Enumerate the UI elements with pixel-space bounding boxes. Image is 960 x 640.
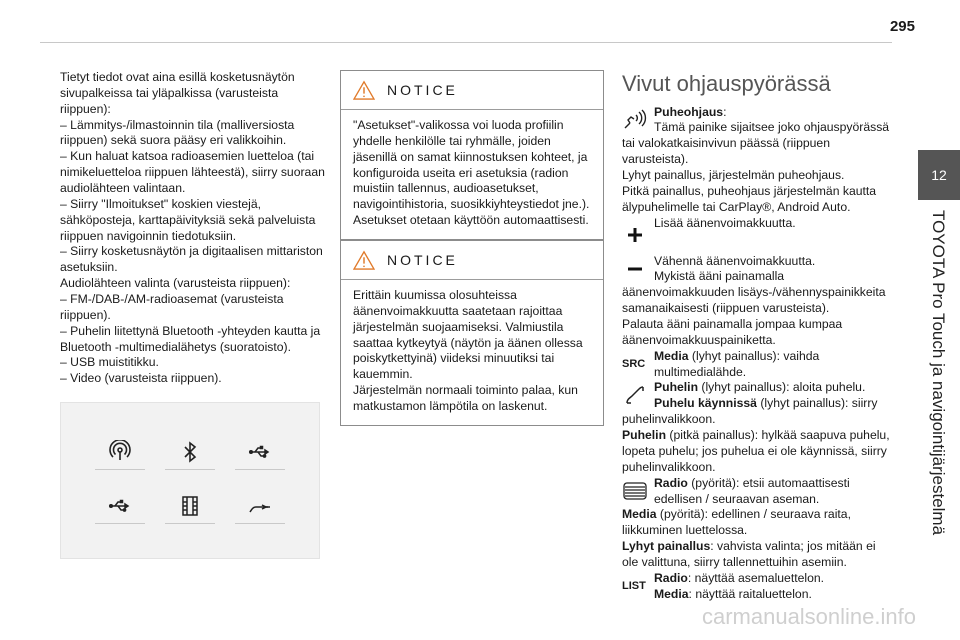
paragraph: – Siirry "Ilmoitukset" koskien viestejä, sähköposteja, karttapäivityksiä sekä palveluista riippuen navigoinnin tiedotuksiin.	[60, 196, 316, 243]
paragraph: Tietyt tiedot ovat aina esillä kosketusnäytön sivupalkeissa tai yläpalkissa (varusteista riippuen):	[60, 70, 295, 116]
item-text: Pitkä painallus, puheohjaus järjestelmän kautta älypuhelimelle tai CarPlay®, Android Auto.	[622, 183, 877, 214]
right-column	[622, 70, 890, 603]
paragraph: – Video (varusteista riippuen).	[60, 371, 222, 386]
notice-title: NOTICE	[387, 251, 458, 268]
item-text: : näyttää raitaluettelon.	[688, 586, 812, 601]
phone-icon	[622, 380, 654, 410]
item-text: : näyttää asemaluettelon.	[687, 570, 825, 585]
video-icon	[165, 489, 215, 524]
item-text: (pyöritä): edellinen / seuraava raita, liikkuminen luettelossa.	[622, 507, 851, 538]
item-text: Tämä painike sijaitsee joko ohjauspyörässä tai valokatkaisinvivun päässä (riippuen varusteista).	[622, 120, 890, 167]
item-label: Puhelu käynnissä	[654, 396, 757, 411]
section-heading: Vivut ohjauspyörässä	[622, 71, 831, 96]
list-item	[622, 254, 890, 349]
item-text: Lisää äänenvoimakkuutta.	[654, 215, 796, 230]
list-icon: LIST	[622, 579, 646, 592]
paragraph: Audiolähteen valinta (varusteista riippuen):	[60, 276, 291, 291]
item-label: Lyhyt painallus	[622, 539, 711, 554]
left-column	[60, 70, 330, 387]
list-item	[622, 349, 890, 381]
minus-icon	[622, 254, 654, 284]
list-item	[622, 216, 890, 254]
warning-icon	[353, 80, 375, 100]
chapter-title: TOYOTA Pro Touch ja navigointijärjestelmä	[929, 210, 948, 536]
paragraph: – USB muistitikku.	[60, 355, 159, 370]
list-item	[622, 571, 890, 603]
radio-signal-icon	[95, 435, 145, 470]
item-text: Lyhyt painallus, järjestelmän puheohjaus.	[622, 168, 845, 183]
paragraph: – Lämmitys-/ilmastoinnin tila (malliversiosta riippuen) sekä suora pääsy eri valikkoihin.	[60, 117, 295, 148]
bluetooth-icon	[165, 435, 215, 470]
paragraph: – Kun haluat katsoa radioasemien luetteloa (tai nimikeluetteloa riippuen lähteestä), siirry suoraan audiolähteen valintaan.	[60, 149, 325, 196]
usb-icon	[95, 489, 145, 524]
item-text: (pitkä painallus): hylkää saapuva puhelu, lopeta puhelu; jos puhelua ei ole käynnissä, siirry puhelinvalikkoon.	[622, 428, 890, 474]
list-item	[622, 105, 890, 216]
notice-box	[340, 70, 604, 240]
paragraph: – FM-/DAB-/AM-radioasemat (varusteista riippuen).	[60, 292, 284, 322]
notice-text: "Asetukset"-valikossa voi luoda profiilin yhdelle henkilölle tai ryhmälle, joiden jäsenillä on samat kiinnostuksen kohteet, ja konfiguroida useita eri asetuksia (radion muistiin tallennus, audioasetukset, navigointihistoria, suosikkiyhteystiedot jne.). Asetukset otetaan käyttöön automaattisesti.	[353, 118, 590, 228]
item-label: Media	[654, 586, 689, 601]
paragraph: – Siirry kosketusnäytön ja digitaalisen mittariston asetuksiin.	[60, 244, 323, 275]
item-text: Vähennä äänenvoimakkuutta.	[654, 253, 816, 268]
item-text: Palauta ääni painamalla jompaa kumpaa äänenvoimakkuuspainiketta.	[622, 317, 843, 347]
page-number: 295	[889, 18, 915, 35]
notice-text: Järjestelmän normaali toiminto palaa, kun matkustamon lämpötila on laskenut.	[353, 383, 578, 414]
chapter-tab: 12	[918, 150, 960, 200]
paragraph: – Puhelin liitettynä Bluetooth -yhteyden kautta ja Bluetooth -multimedialähetys (suoratoisto).	[60, 323, 321, 354]
list-item	[622, 380, 890, 475]
item-label: Puheohjaus	[654, 104, 724, 119]
voice-control-icon	[622, 105, 654, 135]
notice-box	[340, 240, 604, 426]
plus-icon	[622, 216, 654, 254]
audio-source-icon-panel	[60, 402, 320, 559]
item-label: Puhelin	[654, 380, 699, 395]
item-text: (lyhyt painallus): siirry puhelinvalikkoon.	[622, 396, 878, 427]
thumbwheel-icon	[622, 476, 654, 506]
watermark: carmanualsonline.info	[701, 604, 916, 629]
item-text: :	[723, 104, 727, 119]
notice-title: NOTICE	[387, 81, 458, 98]
item-text: Mykistä ääni painamalla äänenvoimakkuuden lisäys-/vähennyspainikkeita samanaikaisesti (riippuen varusteista).	[622, 269, 886, 316]
item-label: Puhelin	[622, 428, 667, 443]
item-label: Media	[622, 507, 657, 522]
item-label: Radio	[654, 475, 688, 490]
warning-icon	[353, 250, 375, 270]
item-text: (lyhyt painallus): aloita puhelu.	[698, 380, 866, 395]
list-item	[622, 476, 890, 571]
aux-cable-icon	[235, 489, 285, 524]
notice-text: Erittäin kuumissa olosuhteissa äänenvoimakkuutta saatetaan rajoittaa järjestelmän suojaamiseksi. Valmiustila saattaa kytkeytyä (näytön ja äänen ollessa poiskytkettyinä) viideksi minuutiksi tai kauemmin.	[353, 288, 583, 382]
item-label: Media	[654, 348, 689, 363]
item-text: (lyhyt painallus): vaihda multimedialähde.	[654, 348, 820, 379]
notice-header	[341, 241, 603, 280]
usb-icon	[235, 435, 285, 470]
item-text: (pyöritä): etsii automaattisesti edellisen / seuraavan aseman.	[654, 475, 850, 506]
src-icon: SRC	[622, 357, 646, 370]
item-text: : vahvista valinta; jos mitään ei ole valittuna, siirry tallennettuihin asemiin.	[622, 539, 876, 569]
item-label: Radio	[654, 570, 688, 585]
header-rule	[40, 42, 892, 43]
notice-header	[341, 71, 603, 110]
